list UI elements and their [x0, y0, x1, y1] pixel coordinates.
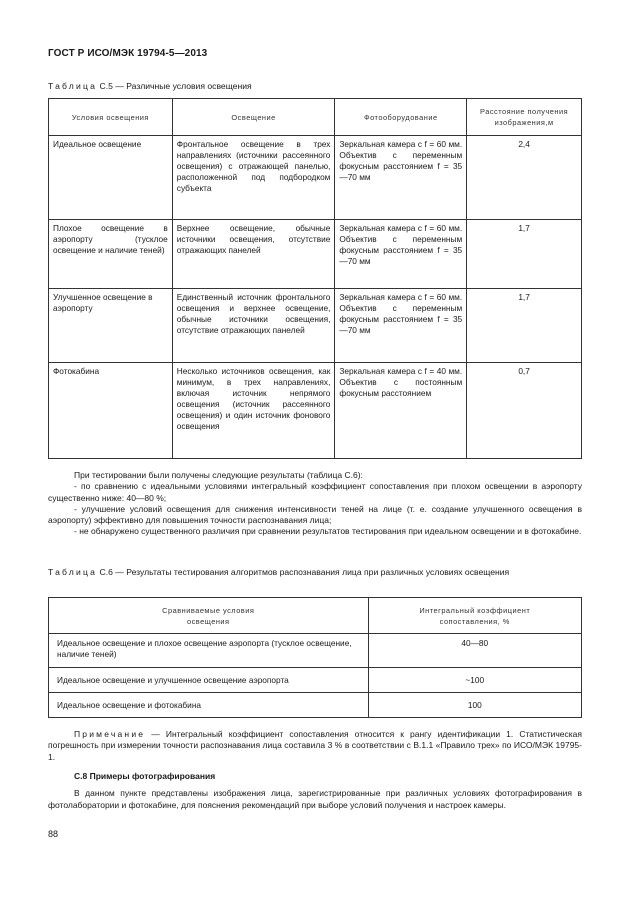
results-intro: При тестировании были получены следующие результаты (таблица С.6): [74, 470, 363, 480]
table-row [49, 668, 582, 693]
results-item: - улучшение условий освещения для снижения интенсивности теней на лице (т. е. создание улучшенного освещения в аэропорту) эффективно для повышения точности распознавания лица; [48, 503, 582, 526]
table-cell-equipment: Зеркальная камера с f = 60 мм. Объектив с переменным фокусным расстоянием f = 35—70 мм [335, 220, 467, 289]
table-row [49, 220, 582, 289]
table-c6 [48, 597, 582, 718]
table-c5-header-cell: Расстояние получения изображения,м [467, 99, 582, 136]
table-c6-header-cell: Сравниваемые условия освещения [49, 598, 369, 634]
table-cell-distance: 1,7 [467, 289, 582, 363]
table-cell-conditions: Идеальное освещение и улучшенное освещение аэропорта [49, 668, 369, 693]
table-c5-header-cell: Условия освещения [49, 99, 173, 136]
table-cell-conditions: Идеальное освещение и плохое освещение аэропорта (тусклое освещение, наличие теней) [49, 634, 369, 668]
table-cell-equipment: Зеркальная камера с f = 40 мм. Объектив с постоянным фокусным расстоянием [335, 363, 467, 459]
results-item: - по сравнению с идеальными условиями интегральный коэффициент сопоставления при плохом освещении в аэропорту существенно ниже: 40—80 %; [48, 481, 582, 503]
table-c5-caption-text: С.5 — Различные условия освещения [97, 81, 252, 91]
table-cell-value: 100 [368, 693, 581, 718]
table-row [49, 289, 582, 363]
table-c5-header-cell: Освещение [172, 99, 335, 136]
table-row [49, 136, 582, 220]
note-label: Примечание [74, 729, 146, 739]
section-c8 [48, 771, 582, 811]
table-c6-header-row [49, 598, 582, 634]
results-item: - не обнаружено существенного различия при сравнении результатов тестирования при идеальном освещении и в фотокабине. [74, 526, 582, 537]
table-cell-lighting: Верхнее освещение, обычные источники освещения, отсутствие отражающих панелей [172, 220, 335, 289]
section-heading: С.8 Примеры фотографирования [74, 771, 216, 781]
table-cell-distance: 1,7 [467, 220, 582, 289]
table-row [49, 363, 582, 459]
table-cell-lighting: Единственный источник фронтального освещения и верхнее освещение, обычные источники освещения, отсутствие отражающих панелей [172, 289, 335, 363]
results-text [48, 470, 582, 538]
table-c6-caption [48, 567, 582, 578]
table-c5-header-cell: Фотооборудование [335, 99, 467, 136]
table-c5-header-row [49, 99, 582, 136]
table-cell-value: ~100 [368, 668, 581, 693]
table-cell-lighting: Несколько источников освещения, как минимум, в трех направлениях, включая источник непрямого освещения (источник рассеянного освещения) и один источник фонового освещения [172, 363, 335, 459]
table-cell-condition: Фотокабина [49, 363, 173, 459]
table-c6-caption-text: С.6 — Результаты тестирования алгоритмов распознавания лица при различных условиях освещения [97, 567, 510, 577]
table-c5-caption [48, 81, 252, 92]
note [48, 729, 582, 763]
table-cell-distance: 0,7 [467, 363, 582, 459]
table-cell-condition: Плохое освещение в аэропорту (тусклое освещение и наличие теней) [49, 220, 173, 289]
table-row [49, 634, 582, 668]
table-c6-caption-prefix: Таблица [48, 567, 98, 577]
table-cell-condition: Идеальное освещение [49, 136, 173, 220]
note-text: — Интегральный коэффициент сопоставления относится к рангу идентификации 1. Статистическая погрешность при измерении точности распознавания лица составила 3 % в соответствии с В.1.1 «Правило трех» по ИСО/МЭК 19795-1. [48, 729, 582, 762]
table-cell-distance: 2,4 [467, 136, 582, 220]
table-c5 [48, 98, 582, 459]
table-cell-conditions: Идеальное освещение и фотокабина [49, 693, 369, 718]
table-row [49, 693, 582, 718]
table-c5-caption-prefix: Таблица [48, 81, 98, 91]
table-cell-lighting: Фронтальное освещение в трех направлениях (источники рассеянного освещения) с отражающей панелью, расположенной под подбородком субъекта [172, 136, 335, 220]
section-text: В данном пункте представлены изображения лица, зарегистрированные при различных условиях фотографирования в фотолаборатории и фотокабине, для пояснения рекомендаций при выборе условий получения и настроек камеры. [48, 788, 582, 810]
table-cell-equipment: Зеркальная камера с f = 60 мм. Объектив с переменным фокусным расстоянием f = 35—70 мм [335, 289, 467, 363]
table-c6-header-cell: Интегральный коэффициент сопоставления, % [368, 598, 581, 634]
table-cell-equipment: Зеркальная камера с f = 60 мм. Объектив с переменным фокусным расстоянием f = 35—70 мм [335, 136, 467, 220]
page-number: 88 [48, 829, 59, 839]
document-header: ГОСТ Р ИСО/МЭК 19794-5—2013 [48, 48, 208, 59]
table-cell-value: 40—80 [368, 634, 581, 668]
table-cell-condition: Улучшенное освещение в аэропорту [49, 289, 173, 363]
